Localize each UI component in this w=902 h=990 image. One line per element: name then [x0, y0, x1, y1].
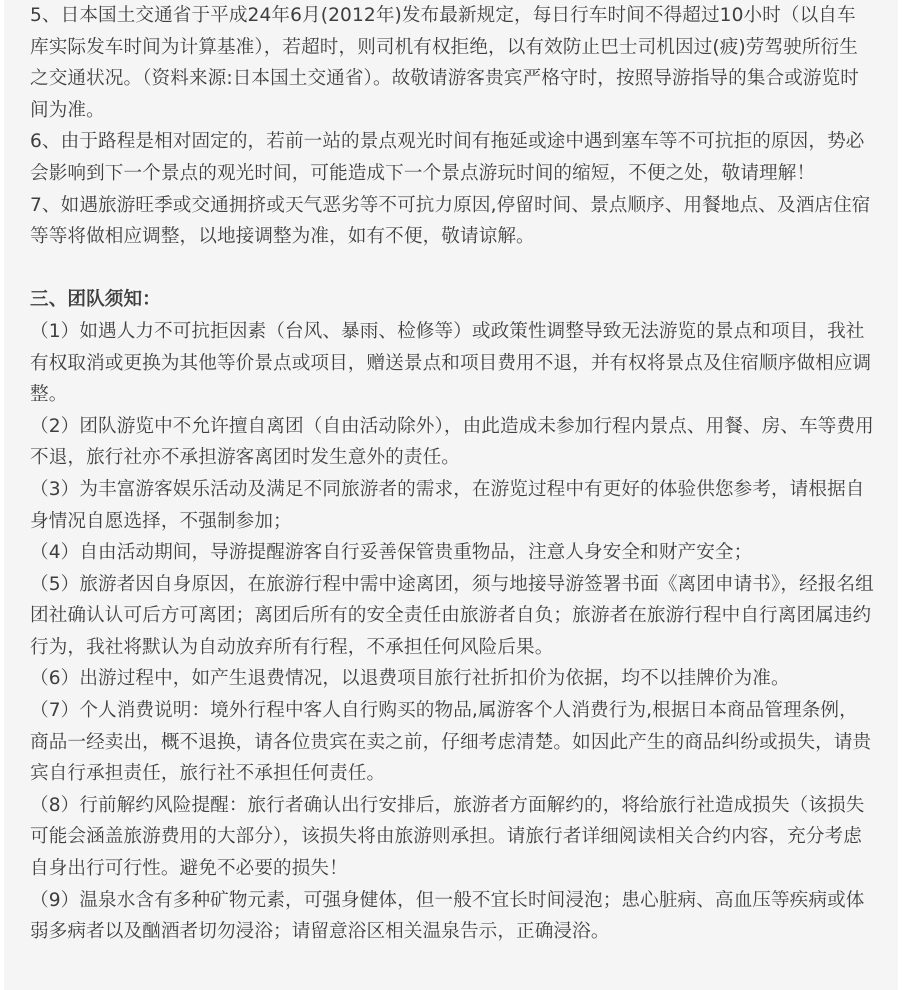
blank-line: [30, 253, 874, 285]
team-rule-2: （2）团队游览中不允许擅自离团（自由活动除外），由此造成未参加行程内景点、用餐、房、车等费用不退，旅行社亦不承担游客离团时发生意外的责任。: [30, 415, 874, 469]
team-rule-5: （5）旅游者因自身原因，在旅游行程中需中途离团，须与地接导游签署书面《离团申请书》，经报名组团社确认认可后方可离团；离团后所有的安全责任由旅游者自负；旅游者在旅游行程中自行离团属违约行为，我社将默认为自动放弃所有行程，不承担任何风险后果。: [30, 573, 874, 658]
team-rule-4: （4）自由活动期间，导游提醒游客自行妥善保管贵重物品，注意人身安全和财产安全；: [30, 542, 753, 564]
team-rule-7: （7）个人消费说明：境外行程中客人自行购买的物品,属游客个人消费行为,根据日本商品管理条例，商品一经卖出，概不退换，请各位贵宾在卖之前，仔细考虑清楚。如因此产生的商品纠纷或损失，请贵宾自行承担责任，旅行社不承担任何责任。: [30, 700, 872, 785]
team-rule-3: （3）为丰富游客娱乐活动及满足不同旅游者的需求，在游览过程中有更好的体验供您参考，请根据自身情况自愿选择，不强制参加；: [30, 478, 865, 532]
document-panel: [4, 0, 898, 990]
team-rule-1: （1）如遇人力不可抗拒因素（台风、暴雨、检修等）或政策性调整导致无法游览的景点和项目，我社有权取消或更换为其他等价景点或项目，赠送景点和项目费用不退，并有权将景点及住宿顺序做相应调整。: [30, 320, 872, 406]
team-rule-8: （8）行前解约风险提醒：旅行者确认出行安排后，旅游者方面解约的，将给旅行社造成损失（该损失可能会涵盖旅游费用的大部分），该损失将由旅游则承担。请旅行者详细阅读相关合约内容，充分考虑自身出行可行性。避免不必要的损失！: [30, 794, 865, 880]
team-rule-6: （6）出游过程中，如产生退费情况，以退费项目旅行社折扣价为依据，均不以挂牌价为准。: [30, 668, 790, 690]
notice-item-7: 7、如遇旅游旺季或交通拥挤或天气恶劣等不可抗力原因,停留时间、景点顺序、用餐地点、及酒店住宿等等将做相应调整，以地接调整为准，如有不便，敬请谅解。: [30, 194, 871, 248]
notice-item-5: 5、日本国土交通省于平成24年6月(2012年)发布最新规定，每日行车时间不得超过10小时（以自车库实际发车时间为计算基准），若超时，则司机有权拒绝，以有效防止巴士司机因过(疲)劳驾驶所衍生之交通状况。（资料来源:日本国土交通省）。故敬请游客贵宾严格守时，按照导游指导的集合或游览时间为准。: [30, 5, 859, 121]
section-heading: 三、团队须知：: [30, 289, 161, 311]
team-rule-9: （9）温泉水含有多种矿物元素，可强身健体，但一般不宜长时间浸泡；患心脏病、高血压等疾病或体弱多病者以及酗酒者切勿浸浴；请留意浴区相关温泉告示，正确浸浴。: [30, 889, 865, 943]
notice-item-6: 6、由于路程是相对固定的，若前一站的景点观光时间有拖延或途中遇到塞车等不可抗拒的原因，势必会影响到下一个景点的观光时间，可能造成下一个景点游玩时间的缩短，不便之处，敬请理解！: [30, 131, 865, 184]
